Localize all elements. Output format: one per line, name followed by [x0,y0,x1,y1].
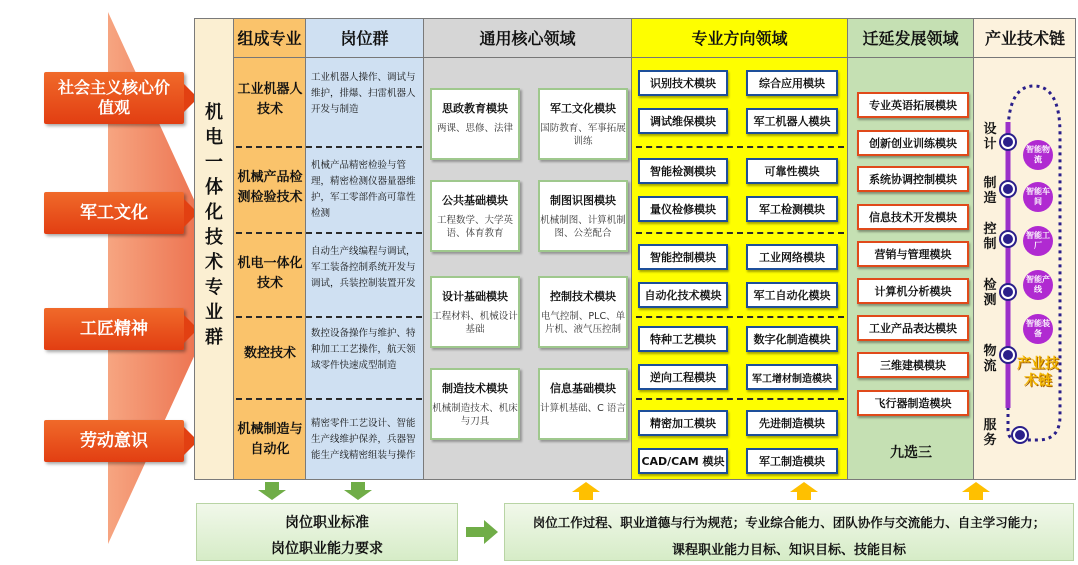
chain-node-icon [1001,348,1015,362]
chain-label-logistics: 物流 [983,344,997,374]
up-arrow-icon [962,482,990,500]
job-process-text: 岗位工作过程、职业道德与行为规范；专业综合能力、团队协作与交流能力、自主学习能力； [532,515,1046,530]
extend-note: 九选三 [890,445,932,461]
extend-module: 信息技术开发模块 [857,204,969,230]
smart-line-badge: 智能产线 [1023,270,1053,300]
core-module-manufacturing [430,368,520,440]
module-sub: 两课、思修、法律 [436,123,513,134]
header-job: 岗位群 [306,18,424,58]
row-divider [636,146,844,148]
direction-module: 调试维保模块 [638,108,728,134]
chain-node-icon [1001,285,1015,299]
chain-node-icon [1001,182,1015,196]
direction-module: 智能检测模块 [638,158,728,184]
module-title: 思政教育模块 [442,102,508,115]
extend-module: 专业英语拓展模块 [857,92,969,118]
module-sub: 电气控制、PLC、单片机、液气压控制 [540,311,626,335]
core-module-military [538,88,628,160]
major-mechatronics: 机电一体化技术 [237,256,303,291]
module-sub: 工程材料、机械设计基础 [432,311,518,335]
row-divider [636,398,844,400]
direction-module: 可靠性模块 [746,158,838,184]
job-robot: 工业机器人操作、调试与维护，排爆、扫雷机器人开发与制造 [311,72,416,115]
core-module-info [538,368,628,440]
core-module-control [538,276,628,348]
direction-module: 数字化制造模块 [746,326,838,352]
major-cnc: 数控技术 [243,346,296,361]
value-labor-awareness: 劳动意识 [44,420,184,462]
down-arrow-icon [344,482,372,500]
module-title: 制图识图模块 [550,194,616,207]
module-sub: 机械制造技术、机床与刀具 [432,403,518,427]
direction-module: CAD/CAM 模块 [638,448,728,474]
job-manufacturing: 精密零件工艺设计、智能生产线维护保养，兵器智能生产线精密组装与操作 [311,418,416,461]
direction-module: 智能控制模块 [638,244,728,270]
chain-label-design: 设计 [983,122,997,152]
core-module-ideology [430,88,520,160]
value-socialist-core: 社会主义核心价值观 [44,72,184,124]
smart-workshop-badge: 智能车间 [1023,182,1053,212]
direction-module: 识别技术模块 [638,70,728,96]
job-ability-text: 岗位职业能力要求 [271,541,383,557]
header-direction: 专业方向领域 [632,18,848,58]
header-chain: 产业技术链 [974,18,1076,58]
chain-label-service: 服务 [983,418,997,448]
chain-title: 产业技术链 [1017,356,1059,389]
direction-module: 军工增材制造模块 [746,364,838,390]
value-craftsman-spirit: 工匠精神 [44,308,184,350]
job-cnc: 数控设备操作与维护、特种加工工艺操作，航天领域零件快速成型制造 [311,328,416,371]
major-inspection: 机械产品检测检验技术 [237,170,303,205]
module-sub: 机械制图、计算机制图、公差配合 [540,215,626,239]
header-extend: 迁延发展领域 [848,18,974,58]
major-robot: 工业机器人技术 [237,82,303,117]
extend-module: 三维建模模块 [857,352,969,378]
header-core: 通用核心领域 [424,18,632,58]
direction-module: 自动化技术模块 [638,282,728,308]
extend-module: 工业产品表达模块 [857,315,969,341]
job-mechatronics: 自动生产线编程与调试，军工装备控制系统开发与调试，兵装控制装置开发 [311,246,416,289]
direction-module: 军工自动化模块 [746,282,838,308]
smart-equipment-badge: 智能装备 [1023,314,1053,344]
chain-label-control: 控制 [983,222,997,252]
module-title: 设计基础模块 [442,290,508,303]
row-divider [636,232,844,234]
job-standard-text: 岗位职业标准 [285,515,369,531]
chain-node-icon [1001,135,1015,149]
module-sub: 计算机基础、C 语言 [540,403,626,414]
row-divider [236,146,422,148]
chain-label-manufacture: 制造 [983,176,997,206]
vertical-title: 机电一体化技术专业群 [205,102,223,348]
chain-node-icon [1013,428,1027,442]
direction-module: 先进制造模块 [746,410,838,436]
row-divider [636,316,844,318]
module-sub: 工程数学、大学英语、体育教育 [436,215,513,239]
value-military-culture: 军工文化 [44,192,184,234]
chain-node-icon [1001,232,1015,246]
extend-module: 营销与管理模块 [857,241,969,267]
header-major: 组成专业 [234,18,306,58]
row-divider [236,232,422,234]
bottom-left-box [196,503,458,561]
direction-module: 特种工艺模块 [638,326,728,352]
up-arrow-icon [572,482,600,500]
direction-module: 精密加工模块 [638,410,728,436]
extend-module: 计算机分析模块 [857,278,969,304]
down-arrow-icon [258,482,286,500]
major-manufacturing: 机械制造与自动化 [237,422,303,457]
direction-module: 工业网络模块 [746,244,838,270]
smart-factory-badge: 智能工厂 [1023,226,1053,256]
row-divider [236,316,422,318]
core-module-drawing [538,180,628,252]
module-title: 制造技术模块 [442,382,508,395]
core-module-public [430,180,520,252]
chain-label-inspection: 检测 [983,278,997,308]
extend-module: 飞行器制造模块 [857,390,969,416]
extend-module: 创新创业训练模块 [857,130,969,156]
module-sub: 国防教育、军事拓展训练 [540,123,626,147]
row-divider [236,398,422,400]
direction-module: 军工制造模块 [746,448,838,474]
up-arrow-icon [790,482,818,500]
bottom-right-box [504,503,1074,561]
module-title: 信息基础模块 [550,382,616,395]
module-title: 军工文化模块 [550,102,616,115]
direction-module: 量仪检修模块 [638,196,728,222]
extend-module: 系统协调控制模块 [857,166,969,192]
direction-module: 军工机器人模块 [746,108,838,134]
smart-logistics-badge: 智能物流 [1023,140,1053,170]
direction-module: 军工检测模块 [746,196,838,222]
course-goal-text: 课程职业能力目标、知识目标、技能目标 [671,543,906,558]
core-module-design [430,276,520,348]
direction-module: 综合应用模块 [746,70,838,96]
right-arrow-icon [466,520,498,544]
module-title: 控制技术模块 [550,290,616,303]
job-inspection: 机械产品精密检验与管理，精密检测仪器量器维护，军工零部件高可靠性检测 [311,160,416,219]
module-title: 公共基础模块 [442,194,508,207]
direction-module: 逆向工程模块 [638,364,728,390]
